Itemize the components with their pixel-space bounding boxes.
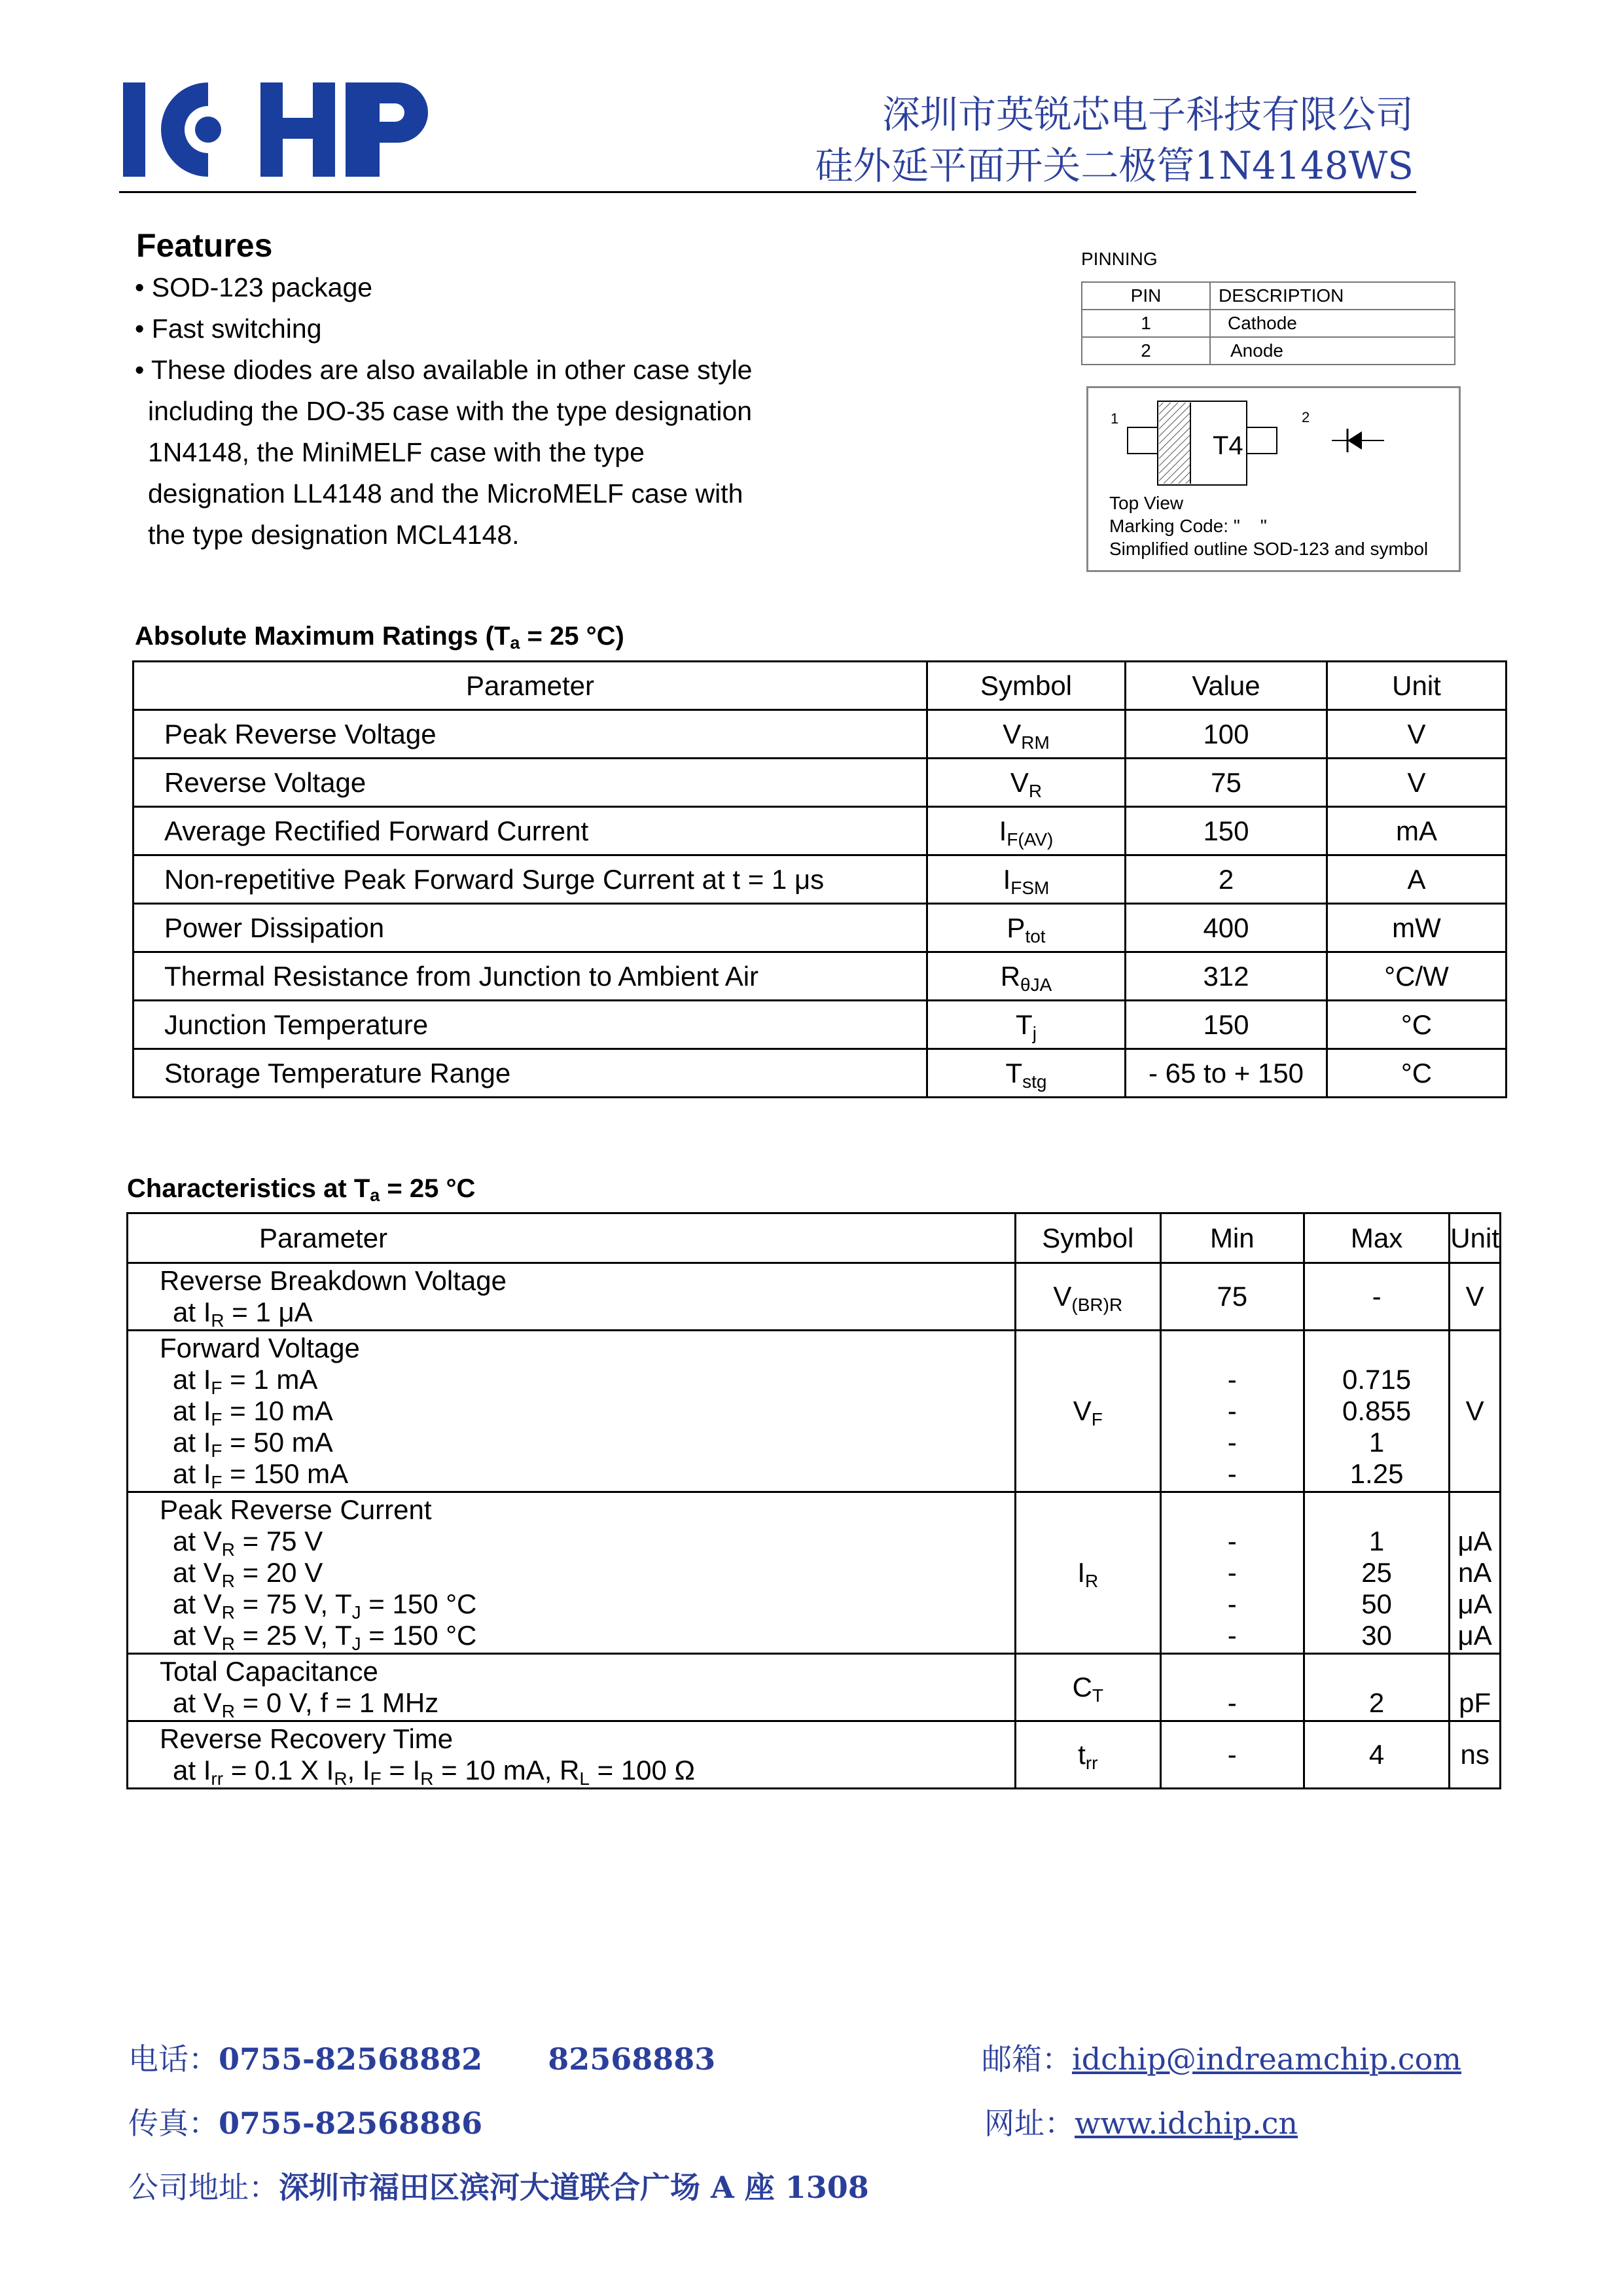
pinning-header-row [1082, 282, 1455, 310]
value-cell: 312 [1126, 952, 1327, 1001]
min-cell: - [1160, 1654, 1304, 1721]
header-divider [119, 191, 1416, 193]
parameter-cell: Storage Temperature Range [134, 1049, 927, 1098]
pin2-label: 2 [1302, 409, 1310, 425]
symbol-col-header: Symbol [1015, 1213, 1160, 1263]
min-col-header: Min [1160, 1213, 1304, 1263]
unit-cell: ns [1450, 1721, 1501, 1789]
company-logo [123, 77, 431, 182]
parameter-cell: Thermal Resistance from Junction to Ambient Air [134, 952, 927, 1001]
symbol-cell: $t_{rr}$ [1015, 1721, 1160, 1789]
footer-phone: 电话：0755-82568882 82568883 [128, 2041, 716, 2077]
pin-number: 2 [1082, 337, 1210, 365]
unit-cell: mW [1327, 904, 1507, 952]
min-cell: - - - - [1160, 1492, 1304, 1654]
symbol-cell: $I_R$ [1015, 1492, 1160, 1654]
parameter-col-header: Parameter [134, 662, 927, 710]
table-row [134, 904, 1507, 952]
product-title: 硅外延平面开关二极管1N4148WS [815, 143, 1414, 188]
feature-line: including the DO-35 case with the type designation [148, 396, 753, 426]
unit-col-header: Unit [1327, 662, 1507, 710]
table-row [134, 807, 1507, 855]
min-cell: 75 [1160, 1263, 1304, 1331]
company-name: 深圳市英锐芯电子科技有限公司 [882, 92, 1414, 137]
pinning-row [1082, 337, 1455, 365]
symbol-cell: $V_{(BR)R}$ [1015, 1263, 1160, 1331]
pin-col-header: PIN [1082, 282, 1210, 310]
pinning-row [1082, 310, 1455, 337]
unit-cell: °C [1327, 1049, 1507, 1098]
characteristics-table [126, 1212, 1501, 1789]
table-row [128, 1263, 1501, 1331]
symbol-cell: $C_T$ [1015, 1654, 1160, 1721]
parameter-cell: Reverse Recovery Time at $I_{rr} = 0.1$ X $I_R$, $I_F = I_R = 10$ mA, $R_L = 100$ Ω [128, 1721, 1016, 1789]
pin-description: Cathode [1210, 310, 1455, 337]
symbol-col-header: Symbol [927, 662, 1126, 710]
symbol-cell: $R_{\theta JA}$ [927, 952, 1126, 1001]
footer-fax: 传真：0755-82568886 [128, 2106, 483, 2141]
min-cell: - - - - [1160, 1331, 1304, 1492]
parameter-cell: Total Capacitance at $V_R = 0$ V, f = 1 MHz [128, 1654, 1016, 1721]
value-cell: 100 [1126, 710, 1327, 759]
max-col-header: Max [1304, 1213, 1449, 1263]
unit-cell: V [1450, 1263, 1501, 1331]
value-cell: 150 [1126, 1001, 1327, 1049]
outline-caption: Simplified outline SOD-123 and symbol [1109, 539, 1429, 559]
unit-cell: V [1327, 759, 1507, 807]
pin-description: Anode [1210, 337, 1455, 365]
symbol-cell: $V_R$ [927, 759, 1126, 807]
max-cell: 0.715 0.855 1 1.25 [1304, 1331, 1449, 1492]
website-link[interactable]: www.idchip.cn [1075, 2106, 1298, 2141]
pinning-heading: PINNING [1081, 249, 1158, 269]
parameter-cell: Power Dissipation [134, 904, 927, 952]
email-link[interactable]: idchip@indreamchip.com [1072, 2041, 1461, 2077]
symbol-cell: $V_{RM}$ [927, 710, 1126, 759]
table-row [128, 1492, 1501, 1654]
value-cell: 150 [1126, 807, 1327, 855]
value-col-header: Value [1126, 662, 1327, 710]
table-row [134, 1049, 1507, 1098]
footer-email: 邮箱：idchip@indreamchip.com [982, 2041, 1461, 2077]
symbol-cell: $I_{F(AV)}$ [927, 807, 1126, 855]
unit-cell: °C [1327, 1001, 1507, 1049]
feature-line: • These diodes are also available in other case style [135, 355, 753, 385]
top-view-label: Top View [1109, 493, 1184, 513]
unit-cell: °C/W [1327, 952, 1507, 1001]
package-outline-box [1086, 386, 1461, 572]
parameter-cell: Reverse Voltage [134, 759, 927, 807]
table-row [134, 1001, 1507, 1049]
table-row [134, 952, 1507, 1001]
symbol-cell: $I_{FSM}$ [927, 855, 1126, 904]
chars-header-row [128, 1213, 1501, 1263]
parameter-cell: Peak Reverse Voltage [134, 710, 927, 759]
parameter-cell: Forward Voltage at $I_F = 1$ mA at $I_F = 10$ mA at $I_F = 50$ mA at $I_F = 150$ mA [128, 1331, 1016, 1492]
parameter-cell: Average Rectified Forward Current [134, 807, 927, 855]
feature-line: 1N4148, the MiniMELF case with the type [148, 437, 645, 467]
max-cell: 2 [1304, 1654, 1449, 1721]
feature-line: designation LL4148 and the MicroMELF case with [148, 478, 743, 509]
max-cell: - [1304, 1263, 1449, 1331]
unit-cell: mA [1327, 807, 1507, 855]
abs-max-header-row [134, 662, 1507, 710]
value-cell: - 65 to + 150 [1126, 1049, 1327, 1098]
abs-max-heading: Absolute Maximum Ratings ($T_a = 25$ °C) [135, 622, 624, 653]
parameter-cell: Reverse Breakdown Voltage at $I_R = 1$ μA [128, 1263, 1016, 1331]
pin-number: 1 [1082, 310, 1210, 337]
table-row [134, 710, 1507, 759]
marking-text: T4 [1213, 431, 1243, 460]
table-row [134, 855, 1507, 904]
unit-cell: pF [1450, 1654, 1501, 1721]
min-cell: - [1160, 1721, 1304, 1789]
pin1-label: 1 [1111, 410, 1119, 427]
feature-line: the type designation MCL4148. [148, 520, 520, 550]
value-cell: 2 [1126, 855, 1327, 904]
characteristics-heading: Characteristics at $T_a = 25$ °C [127, 1174, 476, 1205]
parameter-cell: Peak Reverse Current at $V_R = 75$ V at $V_R = 20$ V at $V_R = 75$ V, $T_J = 150$ °C at $V_R = 25$ V, $T_J = 150$ °C [128, 1492, 1016, 1654]
footer-website: 网址：www.idchip.cn [984, 2106, 1298, 2141]
unit-cell: V [1450, 1331, 1501, 1492]
symbol-cell: $T_{stg}$ [927, 1049, 1126, 1098]
description-col-header: DESCRIPTION [1210, 282, 1455, 310]
unit-cell: V [1327, 710, 1507, 759]
marking-code-label: Marking Code: " " [1109, 516, 1267, 536]
parameter-col-header: Parameter [128, 1213, 1016, 1263]
symbol-cell: $T_j$ [927, 1001, 1126, 1049]
parameter-cell: Junction Temperature [134, 1001, 927, 1049]
table-row [128, 1654, 1501, 1721]
pinning-table [1081, 281, 1455, 365]
table-row [128, 1721, 1501, 1789]
features-heading: Features [136, 227, 273, 264]
max-cell: 1 25 50 30 [1304, 1492, 1449, 1654]
feature-line: • SOD-123 package [135, 272, 373, 302]
symbol-cell: $V_F$ [1015, 1331, 1160, 1492]
footer-address: 公司地址：深圳市福田区滨河大道联合广场 A 座 1308 [128, 2170, 869, 2205]
unit-cell: A [1327, 855, 1507, 904]
unit-col-header: Unit [1450, 1213, 1501, 1263]
table-row [128, 1331, 1501, 1492]
symbol-cell: $P_{tot}$ [927, 904, 1126, 952]
unit-cell: μA nA μA μA [1450, 1492, 1501, 1654]
abs-max-table [132, 660, 1507, 1098]
value-cell: 75 [1126, 759, 1327, 807]
table-row [134, 759, 1507, 807]
max-cell: 4 [1304, 1721, 1449, 1789]
parameter-cell: Non-repetitive Peak Forward Surge Current at t = 1 μs [134, 855, 927, 904]
feature-line: • Fast switching [135, 314, 322, 344]
value-cell: 400 [1126, 904, 1327, 952]
